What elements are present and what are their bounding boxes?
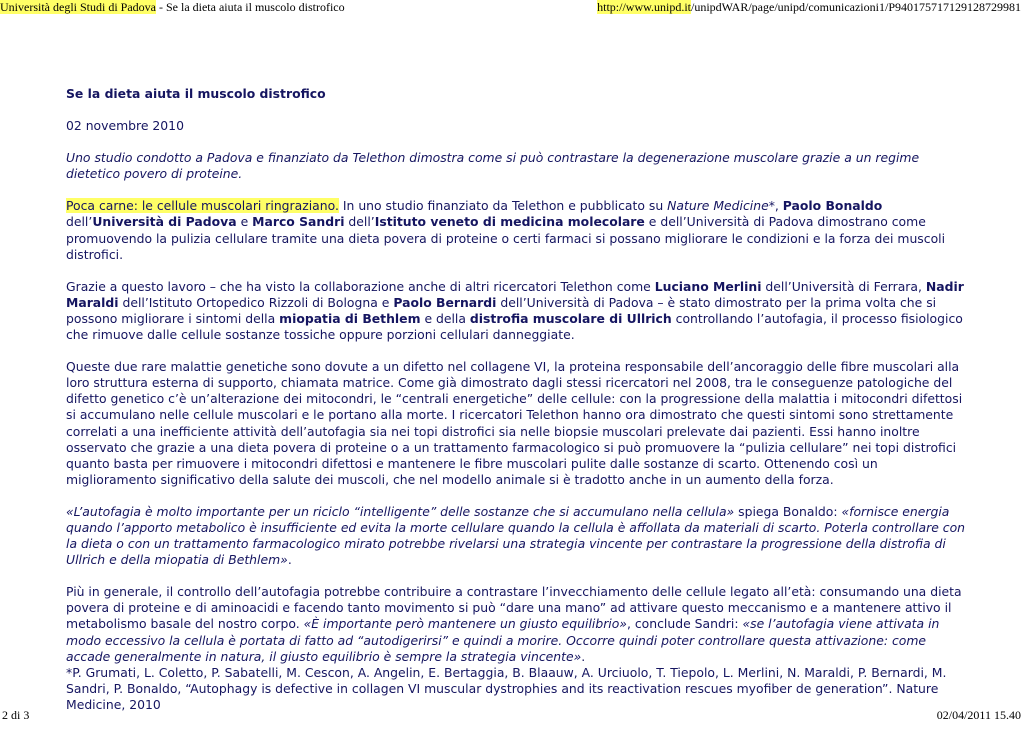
reference: *P. Grumati, L. Coletto, P. Sabatelli, M. Cescon, A. Angelin, E. Bertaggia, B. Blaauw, A. Urciuolo, T. Tiepolo, L. Merlini, N. Maraldi, P. Bernardi, M. Sandri, P. Bonaldo, “Autophagy is defective in collagen VI muscular dystrophies and its reactivation rescues myofiber de generation”. Nature Medicine, 2010 bbox=[66, 664, 947, 712]
page-number: 2 di 3 bbox=[2, 708, 30, 722]
disease-name: distrofia muscolare di Ullrich bbox=[469, 310, 672, 326]
text-run: dell’Istituto Ortopedico Rizzoli di Bologna e bbox=[118, 294, 394, 310]
article-date: 02 novembre 2010 bbox=[66, 118, 184, 134]
person-name: Nadir Maraldi bbox=[66, 278, 964, 310]
highlighted-heading: Poca carne: le cellule muscolari ringraziano. bbox=[66, 198, 339, 214]
person-name: Paolo Bonaldo bbox=[782, 198, 883, 214]
header-page-title: - Se la dieta aiuta il muscolo distrofico bbox=[155, 0, 345, 14]
text-run: . bbox=[287, 552, 292, 568]
print-footer bbox=[0, 708, 1024, 722]
article bbox=[66, 86, 966, 729]
article-title: Se la dieta aiuta il muscolo distrofico bbox=[66, 86, 326, 101]
print-timestamp: 02/04/2011 15.40 bbox=[936, 708, 1021, 722]
header-url bbox=[597, 0, 1021, 14]
text-run: In uno studio finanziato da Telethon e pubblicato su bbox=[338, 198, 668, 214]
text-run: e della bbox=[420, 310, 470, 326]
institution-name: Università di Padova bbox=[92, 214, 237, 230]
text-run: *, bbox=[768, 198, 783, 214]
paragraph-2 bbox=[66, 279, 966, 343]
header-site-name: Università degli Studi di Padova bbox=[0, 0, 156, 14]
person-name: Marco Sandri bbox=[252, 214, 345, 230]
paragraph-4 bbox=[66, 504, 966, 568]
text-run: dell’ bbox=[344, 214, 375, 230]
person-name: Paolo Bernardi bbox=[393, 294, 497, 310]
text-run: dell’ bbox=[66, 214, 93, 230]
text-run: Grazie a questo lavoro – che ha visto la collaborazione anche di altri ricercatori Telethon come bbox=[66, 278, 655, 294]
header-url-host: http://www.unipd.it bbox=[597, 0, 692, 14]
disease-name: miopatia di Bethlem bbox=[279, 310, 421, 326]
text-run: dell’Università di Padova – è stato dimostrato per la prima volta che si possono migliorare i sintomi della bbox=[66, 294, 937, 326]
person-name: Luciano Merlini bbox=[654, 278, 762, 294]
header-url-path: /unipdWAR/page/unipd/comunicazioni1/P940175717129128729981 bbox=[691, 0, 1021, 14]
text-run: e bbox=[236, 214, 253, 230]
journal-name: Nature Medicine bbox=[667, 198, 769, 214]
header-title bbox=[0, 0, 345, 14]
paragraph-5 bbox=[66, 584, 966, 664]
text-run: . bbox=[581, 648, 586, 664]
text-run: e dell’Università di Padova dimostrano come promuovendo la pulizia cellulare tramite una dieta povera di proteine o certi farmaci si possano migliorare le condizioni e la forza dei muscoli distrofici. bbox=[66, 214, 946, 262]
text-run: spiega Bonaldo: bbox=[734, 503, 842, 519]
print-header bbox=[0, 0, 1024, 14]
quote: «fornisce energia quando l’apporto metabolico è insufficiente ed evita la morte cellulare quando la cellula è affollata da materiali di scarto. Poterla controllare con la dieta o con un trattamento farmacologico mirato potrebbe rivelarsi una strategia vincente per contrastare la progressione della distrofia di Ullrich e della miopatia di Bethlem» bbox=[66, 503, 966, 568]
paragraph-1 bbox=[66, 198, 966, 262]
institution-name: Istituto veneto di medicina molecolare bbox=[374, 214, 645, 230]
article-lead: Uno studio condotto a Padova e finanziato da Telethon dimostra come si può contrastare la degenerazione muscolare grazie a un regime dietetico povero di proteine. bbox=[66, 150, 920, 182]
quote: «se l’autofagia viene attivata in modo eccessivo la cellula è portata di fatto ad “autodigerirsi” e quindi a morire. Occorre quindi poter controllare questa attivazione: come accade generalmente in natura, il giusto equilibrio è sempre la strategia vincente» bbox=[66, 616, 940, 664]
text-run: Più in generale, il controllo dell’autofagia potrebbe contribuire a contrastare l’invecchiamento delle cellule legato all’età: consumando una dieta povera di proteine e di aminoacidi e facendo tanto movimento si può “dare una mano” ad attivare questo meccanismo e a mantenere attivo il metabolismo basale del nostro corpo. bbox=[66, 584, 962, 632]
text-run: controllando l’autofagia, il processo fisiologico che rimuove dalle cellule sostanze tossiche oppure porzioni cellulari danneggiate. bbox=[66, 310, 963, 343]
text-run: , conclude Sandri: bbox=[626, 616, 743, 632]
paragraph-3: Queste due rare malattie genetiche sono dovute a un difetto nel collagene VI, la proteina responsabile dell’ancoraggio delle fibre muscolari alla loro struttura esterna di supporto, chiamata matrice. Come già dimostrato dagli stessi ricercatori nel 2008, tra le conseguenze patologiche del difetto genetico c’è un’alterazione dei mitocondri, le “centrali energetiche” delle cellule: con la progressione della malattia i mitocondri difettosi si accumulano nelle cellule muscolari e le portano alla morte. I ricercatori Telethon hanno ora dimostrato che questi sintomi sono strettamente correlati a una inefficiente attività dell’autofagia sia nei topi distrofici sia nelle biopsie muscolari prelevate dai pazienti. Essi hanno inoltre osservato che grazie a una dieta povera di proteine o a un trattamento farmacologico si può promuovere la “pulizia cellulare” nei topi distrofici quanto basta per rimuovere i mitocondri difettosi e mantenere le fibre muscolari pulite dalle sostanze di scarto. Ottenendo così un miglioramento significativo della salute dei muscoli, che nel modello animale si è tradotto anche in un aumento della forza. bbox=[66, 359, 963, 487]
quote: «L’autofagia è molto importante per un riciclo “intelligente” delle sostanze che si accumulano nella cellula» bbox=[66, 503, 735, 519]
quote: «È importante però mantenere un giusto equilibrio» bbox=[303, 616, 627, 632]
text-run: dell’Università di Ferrara, bbox=[761, 278, 926, 294]
